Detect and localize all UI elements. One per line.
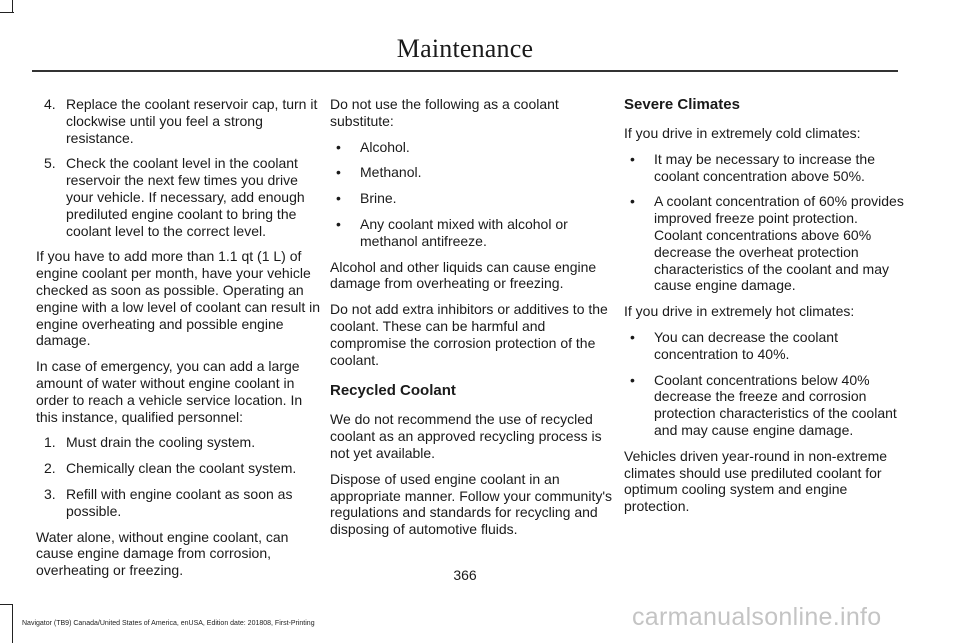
list-item: • A coolant concentration of 60% provides improved freeze point protection. Coolant concentrations above 60% decrease the overheat protection characteristics of the coolant and may cause engine damage. [630,193,904,294]
column-2 [330,96,616,547]
header-divider [32,70,898,72]
bullet-icon: • [630,193,635,210]
bullet-icon: • [630,371,635,388]
paragraph: In case of emergency, you can add a large amount of water without engine coolant in order to reach a vehicle service location. In this instance, qualified personnel: [36,358,303,425]
list-item: • Alcohol. [336,138,410,155]
list-item: • Any coolant mixed with alcohol or methanol antifreeze. [336,215,568,249]
list-item: • Coolant concentrations below 40% decrease the freeze and corrosion protection characteristics of the coolant and may cause engine damage. [630,371,897,438]
bullet-icon: • [336,190,341,207]
list-item: 1. Must drain the cooling system. [44,434,256,451]
crop-mark-bottom-left-v [12,604,13,643]
paragraph: If you drive in extremely hot climates: [624,303,855,320]
crop-mark-top-left-h [0,12,14,13]
bullet-icon: • [336,215,341,232]
paragraph: Do not use the following as a coolant substitute: [330,96,559,129]
crop-mark-top-left-v [12,0,13,12]
list-item: 3. Refill with engine coolant as soon as possible. [44,485,293,519]
watermark: carmanualsonline.info [632,603,882,631]
bullet-icon: • [336,164,341,181]
section-heading: Recycled Coolant [330,382,456,400]
list-item: 4. Replace the coolant reservoir cap, turn it clockwise until you feel a strong resistance. [44,96,318,146]
paragraph: Water alone, without engine coolant, can cause engine damage from corrosion, overheating or freezing. [36,528,289,579]
bullet-icon: • [630,328,635,345]
page-number: 366 [453,567,477,583]
paragraph: Alcohol and other liquids can cause engine damage from overheating or freezing. [330,258,597,292]
list-item: • Brine. [336,190,397,207]
section-heading: Severe Climates [624,96,740,113]
list-item: • You can decrease the coolant concentration to 40%. [630,328,838,362]
list-item: 5. Check the coolant level in the coolant reservoir the next few times you drive your vehicle. If necessary, add enough prediluted engine coolant to bring the coolant level to the correct level. [44,155,305,239]
paragraph: Vehicles driven year-round in non-extreme climates should use prediluted coolant for optimum cooling system and engine protection. [624,447,888,515]
bullet-icon: • [336,138,341,155]
crop-mark-bottom-left-h [0,604,13,605]
list-item: • It may be necessary to increase the coolant concentration above 50%. [630,150,875,184]
paragraph: Do not add extra inhibitors or additives to the coolant. These can be harmful and compromise the corrosion protection of the coolant. [330,301,608,368]
footer-edition-info: Navigator (TB9) Canada/United States of America, enUSA, Edition date: 201808, First-Printing [22,620,315,627]
paragraph: Dispose of used engine coolant in an appropriate manner. Follow your community's regulations and standards for recycling and disposing of automotive fluids. [330,470,613,538]
column-1 [36,96,322,588]
paragraph: If you have to add more than 1.1 qt (1 L) of engine coolant per month, have your vehicle checked as soon as possible. Operating an engine with a low level of coolant can result in engine overheating and possible engine damage. [36,248,321,349]
paragraph: If you drive in extremely cold climates: [624,125,861,141]
page-title: Maintenance [396,34,534,63]
list-item: • Methanol. [336,164,422,181]
paragraph: We do not recommend the use of recycled coolant as an approved recycling process is not yet available. [330,411,602,461]
bullet-icon: • [630,150,635,167]
list-item: 2. Chemically clean the coolant system. [44,460,297,477]
column-3 [624,96,910,524]
